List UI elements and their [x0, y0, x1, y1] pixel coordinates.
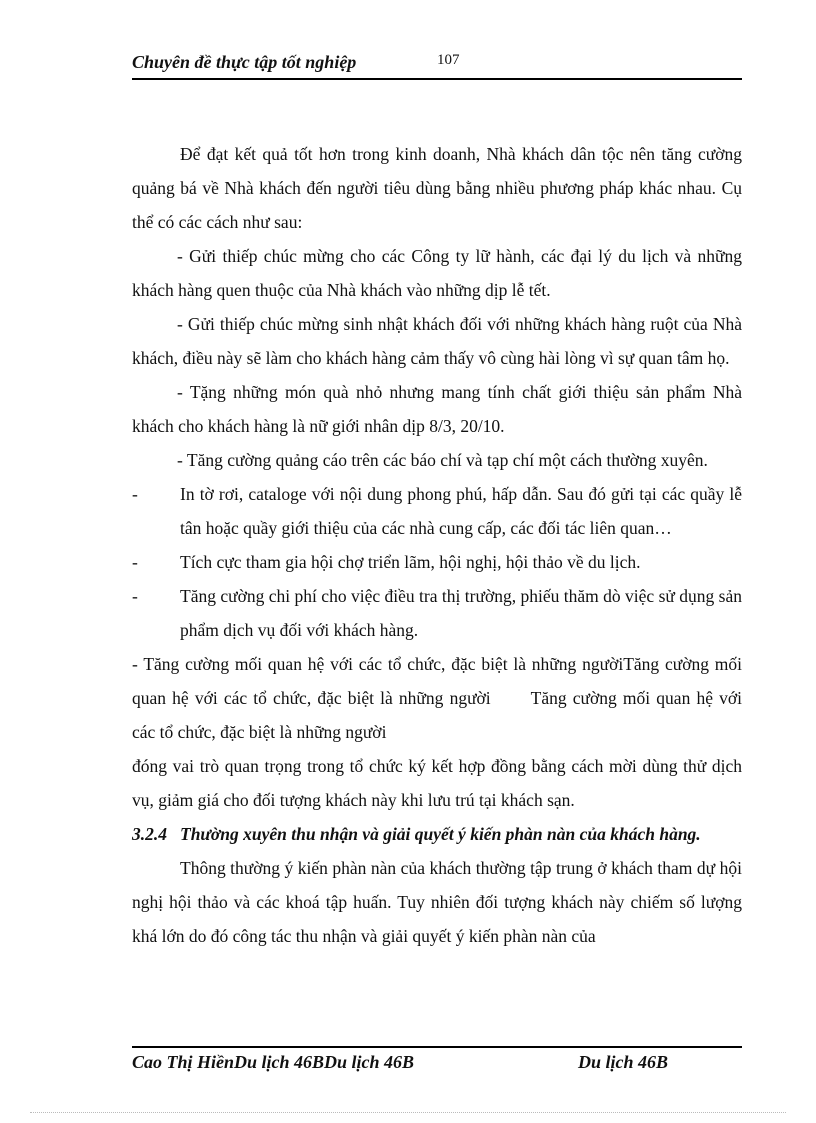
tab-item-fairs [132, 545, 742, 579]
bullet-gifts: - Tặng những món quà nhỏ nhưng mang tính chất giới thiệu sản phẩm Nhà khách cho khách hàng là nữ giới nhân dịp 8/3, 20/10. [132, 382, 742, 436]
tab-item-leaflets [132, 477, 742, 545]
bullet-birthday-cards: - Gửi thiếp chúc mừng sinh nhật khách đối với những khách hàng ruột của Nhà khách, điều này sẽ làm cho khách hàng cảm thấy vô cùng hài lòng vì sự quan tâm họ. [132, 314, 742, 368]
tab-item-research [132, 579, 742, 647]
bullet-greeting-cards: - Gửi thiếp chúc mừng cho các Công ty lữ hành, các đại lý du lịch và những khách hàng quen thuộc của Nhà khách vào những dịp lễ tết. [132, 246, 742, 300]
tab-item-text: Tích cực tham gia hội chợ triển lãm, hội nghị, hội thảo về du lịch. [180, 552, 641, 572]
footer-class: Du lịch 46B [578, 1052, 669, 1072]
section-number: 3.2.4 [132, 824, 167, 844]
page-edge-divider [30, 1112, 786, 1113]
relations-text-b: Tăng cường mối quan hệ với các tổ chức, đặc biệt là những người [132, 688, 742, 742]
tab-item-text: Tăng cường chi phí cho việc điều tra thị trường, phiếu thăm dò việc sử dụng sản phẩm dịch vụ đối với khách hàng. [180, 586, 742, 640]
header-title: Chuyên đề thực tập tốt nghiệp [132, 52, 357, 72]
dash-marker: - [132, 586, 138, 606]
footer-author: Cao Thị HiềnDu lịch 46BDu lịch 46B [132, 1052, 415, 1072]
section-title: Thường xuyên thu nhận và giải quyết ý kiến phàn nàn của khách hàng. [180, 824, 701, 844]
paragraph-complaints: Thông thường ý kiến phàn nàn của khách thường tập trung ở khách tham dự hội nghị hội thảo và các khoá tập huấn. Tuy nhiên đối tượng khách này chiếm số lượng khá lớn do đó công tác thu nhận và giải quyết ý kiến phàn nàn của [132, 858, 742, 946]
paragraph-intro: Để đạt kết quả tốt hơn trong kinh doanh, Nhà khách dân tộc nên tăng cường quảng bá về Nhà khách đến người tiêu dùng bằng nhiều phương pháp khác nhau. Cụ thể có các cách như sau: [132, 144, 742, 232]
paragraph-relations-cont: đóng vai trò quan trọng trong tổ chức ký kết hợp đồng bằng cách mời dùng thử dịch vụ, giảm giá cho đối tượng khách này khi lưu trú tại khách sạn. [132, 756, 742, 810]
tab-item-text: In tờ rơi, cataloge với nội dung phong phú, hấp dẫn. Sau đó gửi tại các quầy lễ tân hoặc quầy giới thiệu của các nhà cung cấp, các đối tác liên quan… [180, 484, 742, 538]
bullet-advertising: - Tăng cường quảng cáo trên các báo chí và tạp chí một cách thường xuyên. [177, 450, 708, 470]
page-number: 107 [437, 52, 460, 68]
dash-marker: - [132, 484, 138, 504]
page-header [132, 50, 742, 80]
relations-text-a: - Tăng cường mối quan hệ với các tổ chức, đặc biệt là những ngườiTăng cường mối quan hệ với các tổ chức, đặc biệt là những người [132, 654, 742, 708]
page-footer [132, 1046, 742, 1078]
dash-marker: - [132, 552, 138, 572]
paragraph-relations [132, 647, 742, 749]
document-body [132, 137, 742, 953]
section-heading [132, 817, 742, 851]
